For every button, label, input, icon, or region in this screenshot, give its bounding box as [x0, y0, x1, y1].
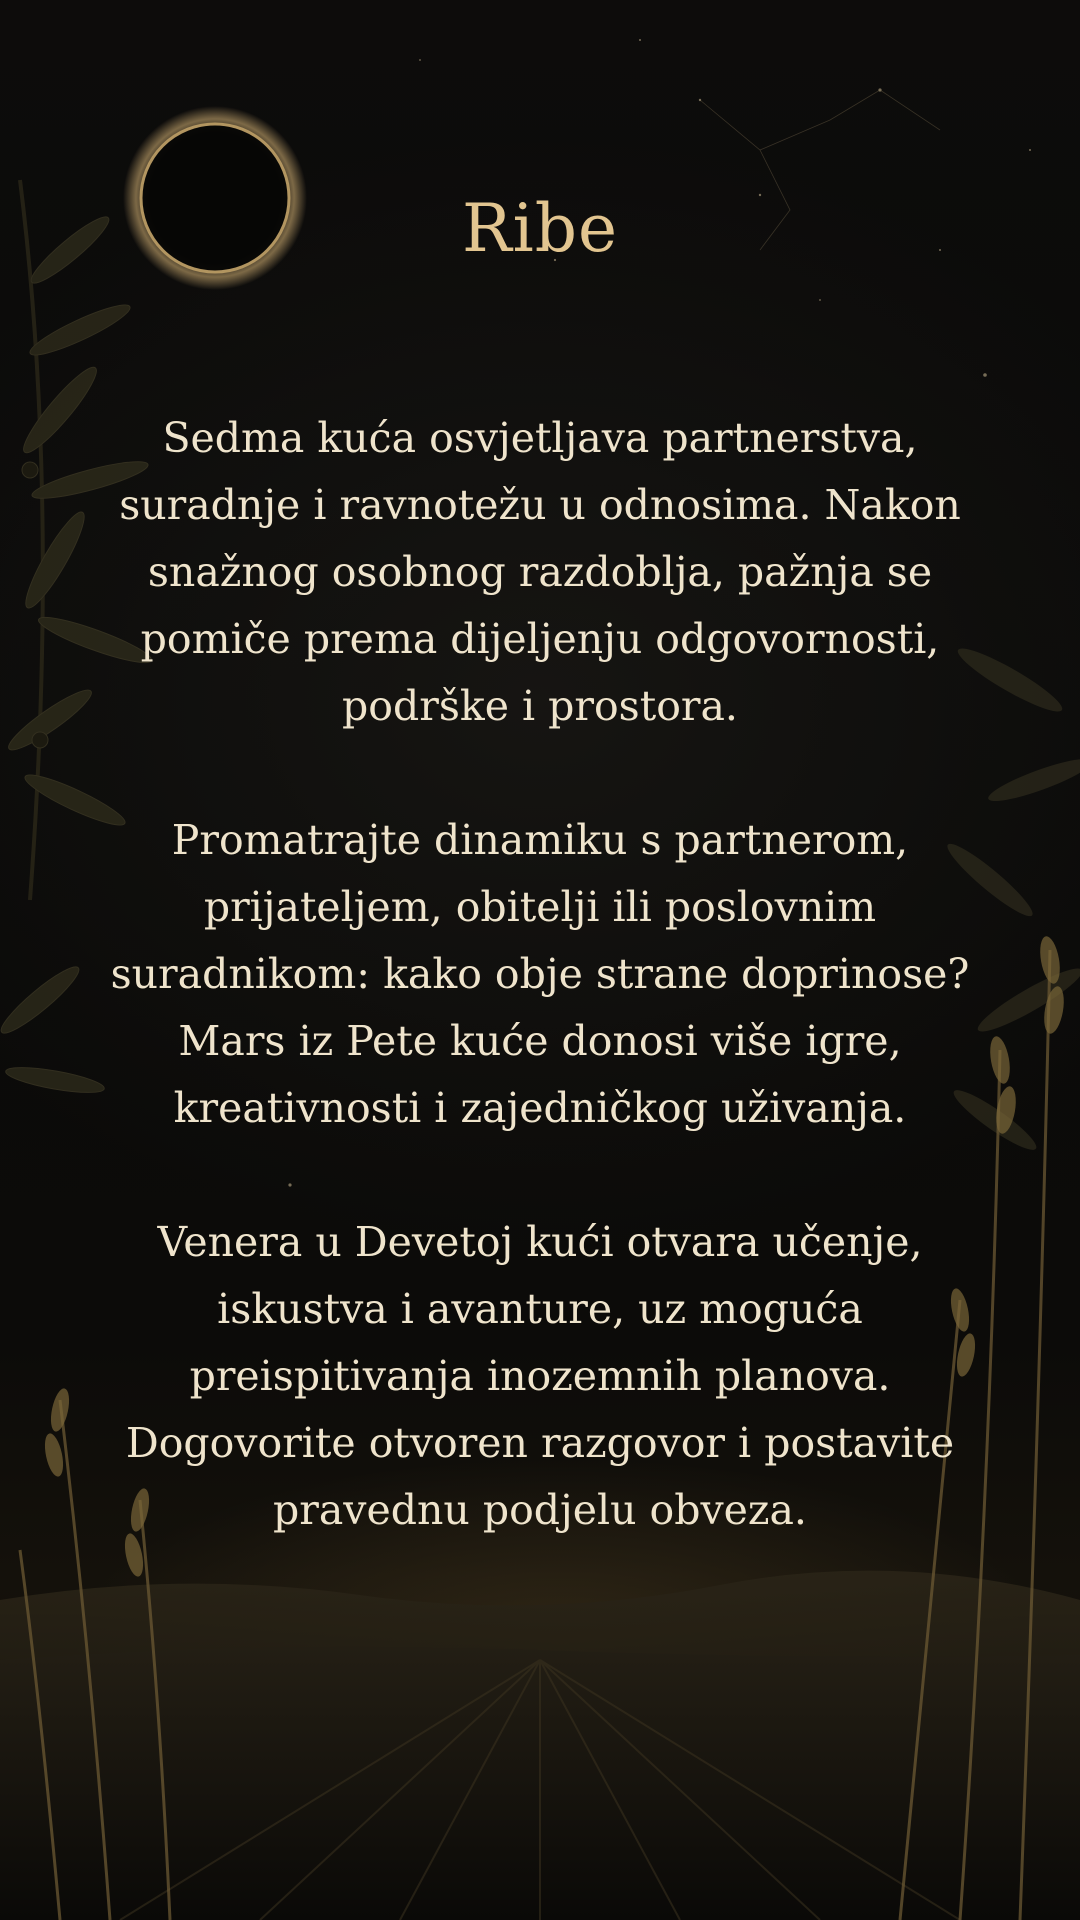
paragraph-dynamics: Promatrajte dinamiku s partnerom, prijateljem, obitelji ili poslovnim suradnikom: kako obje strane doprinose? Mars iz Pete kuće donosi više igre, kreativnosti i zajedničkog uživanja. — [110, 816, 970, 1132]
paragraph-venus: Venera u Devetoj kući otvara učenje, iskustva i avanture, uz moguća preispitivanja inozemnih planova. Dogovorite otvoren razgovor i postavite pravednu podjelu obveza. — [125, 1218, 955, 1534]
horoscope-text — [80, 405, 1000, 1544]
page-title: Ribe — [461, 190, 619, 267]
paragraph-partnerships: Sedma kuća osvjetljava partnerstva, suradnje i ravnotežu u odnosima. Nakon snažnog osobnog razdoblja, pažnja se pomiče prema dijeljenju odgovornosti, podrške i prostora. — [119, 414, 961, 730]
